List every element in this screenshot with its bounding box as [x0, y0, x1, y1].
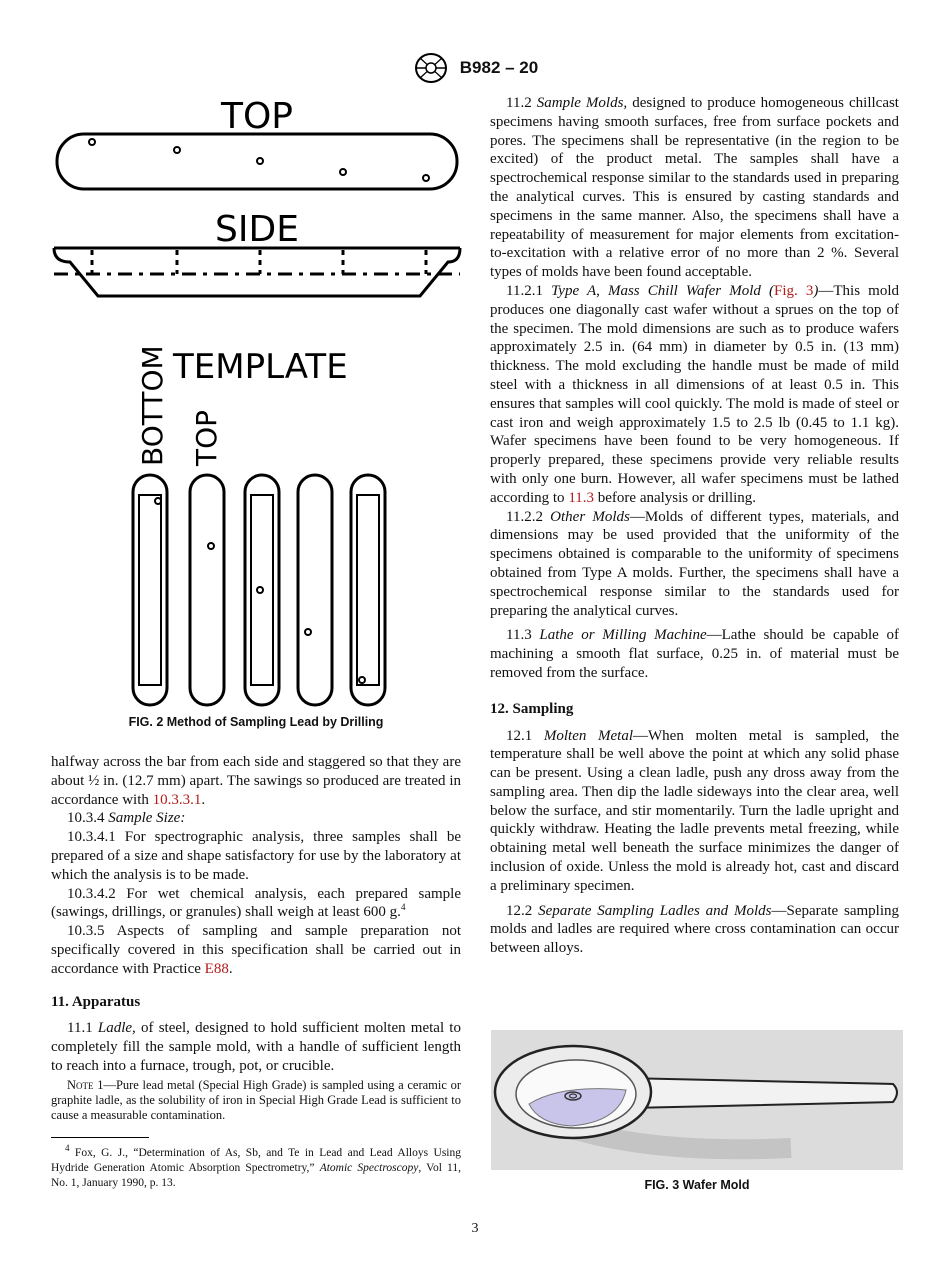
figure-3-wafer-mold	[491, 1030, 903, 1170]
practice-link[interactable]: E88	[204, 960, 229, 977]
footnote: $^4$ Fox, G. J., “Determination of As, Sb, and Te in Lead and Lead Alloys Using Hydride Generation Atomic Absorption Spectrometry,” Atomic Spectroscopy, Vol 11, No. 1, January 1990, p. 13.	[51, 1143, 461, 1189]
footnote-divider	[51, 1137, 149, 1138]
drill-hole	[89, 139, 95, 145]
drill-hole	[257, 158, 263, 164]
drill-hole	[359, 677, 365, 683]
paragraph: 11.2.1 Type A, Mass Chill Wafer Mold (Fig. 3)—This mold produces one diagonally cast wafer without a sprues on the top of the specimen. The mold dimensions are such as to produce wafers approximately 2.5 in. (64 mm) in diameter by 0.5 in. (13 mm) thickness. The mold excluding the handle must be made of mild steel with a thickness in all dimensions of at least 0.5 in. This ensures that samples will cool quickly. The mold is made of steel or cast iron and weigh approximately 1.5 to 2.5 lb (0.45 to 1.1 kg). Wafer specimens have been found to be very homogeneous. If properly prepared, these specimens provide very reliable results with only one burn. However, all wafer specimens must be lathed according to 11.3 before analysis or drilling.	[490, 282, 899, 506]
paragraph: 11.2.2 Other Molds—Molds of different types, materials, and dimensions may be used provided that the uniformity of the specimens obtained is comparable to the uniformity of specimens obtained from Type A molds. Further, the specimens shall have a spectrochemical response similar to the standards used for preparing the analytical curves.	[490, 508, 899, 619]
left-column	[51, 753, 461, 1123]
ladle-handle	[621, 1078, 897, 1108]
template-bar	[298, 475, 332, 705]
template-bar	[190, 475, 224, 705]
template-bars	[133, 475, 385, 705]
paragraph: halfway across the bar from each side and staggered so that they are about ½ in. (12.7 mm) apart. The sawings so produced are treated in accordance with 10.3.3.1.	[51, 754, 461, 808]
section-heading: 11. Apparatus	[51, 993, 141, 1010]
paragraph: 11.3 Lathe or Milling Machine—Lathe should be capable of machining a smooth flat surface, 0.25 in. of material must be removed from the surface.	[490, 627, 899, 681]
figure-link[interactable]: Fig. 3	[774, 282, 814, 299]
fig2-label-side: SIDE	[215, 209, 299, 250]
paragraph: 10.3.4.2 For wet chemical analysis, each prepared sample (sawings, drillings, or granules) shall weigh at least 600 g.$^4$	[51, 885, 461, 921]
section-link[interactable]: 11.3	[568, 489, 595, 506]
figure-2-caption: FIG. 2 Method of Sampling Lead by Drilling	[128, 715, 384, 729]
page-number: 3	[471, 1221, 479, 1236]
drill-hole	[155, 498, 161, 504]
drill-hole	[208, 543, 214, 549]
paragraph: 11.2 Sample Molds, designed to produce homogeneous chillcast specimens having smooth surfaces, free from surface pockets and pores. The specimens shall be representative (in the region to be excited) of the product metal. The samples shall have a spectrochemical response similar to the standards used in preparing the analytical curves. This is ensured by casting standards and specimens in the same manner. Also, the specimens shall have a repeatability of measurement for major elements from excitation-to-excitation with a relative error of no more than 2 %. Several types of molds have been found acceptable.	[490, 95, 899, 281]
bar-side-view	[54, 248, 460, 296]
section-link[interactable]: 10.3.3.1	[152, 791, 202, 808]
paragraph: 10.3.4 Sample Size:	[67, 810, 186, 827]
template-window	[357, 495, 379, 685]
paragraph: 10.3.4.1 For spectrographic analysis, three samples shall be prepared of a size and shape satisfactory for use by the laboratory at which the analysis is to be made.	[51, 829, 461, 883]
astm-logo-icon	[412, 52, 450, 84]
fig2-label-top: TOP	[220, 96, 294, 137]
note: Note 1—Pure lead metal (Special High Grade) is sampled using a ceramic or graphite ladle, as the solubility of iron in Special High Grade Lead is sufficient to cause a measurable contamination.	[51, 1077, 461, 1122]
figure-3-caption: FIG. 3 Wafer Mold	[644, 1178, 750, 1192]
drill-hole	[174, 147, 180, 153]
fig2-label-bottom-vertical: BOTTOM	[136, 345, 169, 466]
drill-hole	[305, 629, 311, 635]
paragraph: 12.2 Separate Sampling Ladles and Molds—Separate sampling molds and ladles are required where cross contamination can occur between alloys.	[490, 902, 900, 957]
drill-hole	[423, 175, 429, 181]
paragraph: 11.1 Ladle, of steel, designed to hold sufficient molten metal to completely fill the sample mold, with a handle of sufficient length to reach into a furnace, trough, pot, or crucible.	[51, 1020, 461, 1074]
drill-hole	[257, 587, 263, 593]
footnote-ref[interactable]: 4	[400, 902, 406, 913]
document-code: B982 – 20	[459, 58, 539, 77]
drill-hole	[340, 169, 346, 175]
fig2-label-template: TEMPLATE	[173, 347, 348, 387]
paragraph: 10.3.5 Aspects of sampling and sample preparation not specifically covered in this specification shall be carried out in accordance with Practice E88.	[51, 923, 461, 977]
template-window	[139, 495, 161, 685]
page-header	[0, 52, 950, 86]
fig2-label-top-vertical: TOP	[190, 409, 223, 466]
paragraph: 12.1 Molten Metal—When molten metal is sampled, the temperature shall be well above the point at which any solid phase can be present. Using a clean ladle, push any dross away from the sampling area. Then dip the ladle sideways into the clear area, well below the surface, and stir momentarily. Turn the ladle upright and quickly withdraw. Heating the ladle prevents metal freezing, while obtaining metal well beneath the surface minimizes the danger of inclusion of oxide. Unless the mold is already hot, cast and discard a preliminary specimen.	[490, 727, 899, 894]
section-heading: 12. Sampling	[490, 700, 574, 717]
figure-2-drawing	[40, 90, 480, 712]
right-column	[490, 94, 899, 958]
